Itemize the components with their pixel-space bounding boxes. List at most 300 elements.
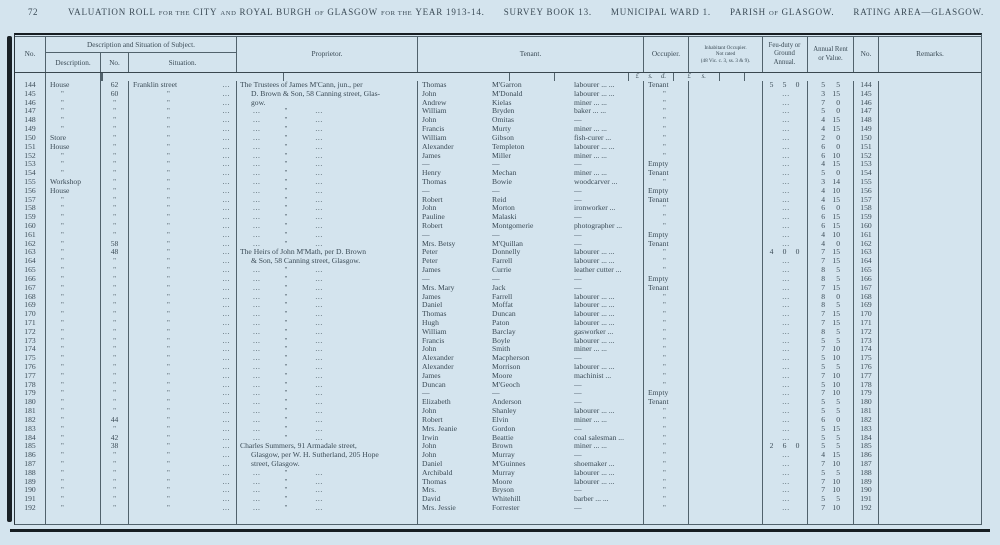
cell-occupier (644, 478, 689, 487)
tenant-occupation: labourer ... ... (574, 318, 615, 327)
cell-proprietor: ... " ... (237, 222, 418, 231)
ditto-mark: " (284, 274, 288, 283)
tenant-occupation: — (574, 504, 582, 512)
cell-occupier: Tenant (644, 398, 689, 407)
tenant-first-name: Peter (422, 257, 438, 266)
col-header-occupier: Occupier. (644, 37, 689, 72)
table-row (15, 293, 981, 302)
cell-tenant (418, 213, 644, 222)
cell-street-no (101, 504, 129, 513)
cell-inhabitant-occupier (689, 478, 763, 487)
cell-description (46, 310, 101, 319)
unit-cell (720, 73, 745, 81)
cell-proprietor: Charles Summers, 91 Armadale street, (237, 442, 418, 451)
cell-feu-duty: ... (763, 381, 808, 390)
cell-occupier (644, 345, 689, 354)
ditto-mark: " (284, 407, 288, 416)
cell-entry-no-2: 147 (854, 107, 879, 116)
cell-annual-rent (808, 152, 854, 161)
cell-street-no (101, 178, 129, 187)
table-row (15, 178, 981, 187)
cell-situation: " ... (129, 372, 237, 381)
cell-proprietor: ... " ... (237, 407, 418, 416)
cell-inhabitant-occupier (689, 337, 763, 346)
rent-shillings: 10 (832, 459, 840, 468)
rent-shillings: 15 (832, 116, 840, 125)
ditto-mark: " (284, 133, 288, 142)
rent-shillings: 10 (832, 371, 840, 380)
cell-description (46, 425, 101, 434)
cell-description (46, 222, 101, 231)
ditto-mark: " (663, 327, 666, 336)
ditto-mark: " (61, 301, 64, 310)
cell-description (46, 389, 101, 398)
cell-annual-rent (808, 275, 854, 284)
rent-pounds: 5 (821, 169, 825, 178)
tenant-first-name: John (422, 116, 437, 125)
cell-street-no: 60 (101, 90, 129, 99)
ditto-mark: " (167, 257, 170, 266)
cell-occupier: Empty (644, 231, 689, 240)
cell-tenant (418, 434, 644, 443)
cell-proprietor: ... " ... (237, 310, 418, 319)
rent-pounds: 5 (821, 336, 825, 345)
cell-situation: " ... (129, 293, 237, 302)
cell-feu-duty: ... (763, 310, 808, 319)
cell-annual-rent (808, 196, 854, 205)
cell-inhabitant-occupier (689, 504, 763, 513)
tenant-surname: Brown (492, 442, 513, 451)
rent-pounds: 7 (821, 257, 825, 266)
rent-shillings: 5 (836, 468, 840, 477)
cell-occupier (644, 310, 689, 319)
ditto-mark: " (663, 354, 666, 363)
cell-remarks (879, 328, 981, 337)
rent-shillings: 0 (836, 239, 840, 248)
tenant-occupation: photographer ... (574, 222, 623, 230)
cell-inhabitant-occupier (689, 116, 763, 125)
cell-remarks (879, 266, 981, 275)
table-row (15, 469, 981, 478)
cell-entry-no: 149 (15, 125, 46, 134)
ditto-mark: " (663, 424, 666, 433)
cell-entry-no-2: 176 (854, 363, 879, 372)
cell-tenant (418, 178, 644, 187)
ditto-mark: " (61, 107, 64, 116)
ditto-mark: " (167, 495, 170, 504)
cell-proprietor: ... " ... (237, 319, 418, 328)
cell-annual-rent (808, 143, 854, 152)
ditto-mark: " (113, 504, 116, 512)
cell-description (46, 213, 101, 222)
tenant-surname: Bryson (492, 486, 514, 495)
cell-inhabitant-occupier (689, 169, 763, 178)
ditto-mark: " (61, 213, 64, 222)
cell-situation: " ... (129, 107, 237, 116)
cell-occupier (644, 99, 689, 108)
cell-proprietor: ... " ... (237, 469, 418, 478)
cell-street-no (101, 275, 129, 284)
cell-annual-rent (808, 337, 854, 346)
cell-tenant (418, 416, 644, 425)
cell-description (46, 257, 101, 266)
cell-entry-no-2: 161 (854, 231, 879, 240)
cell-inhabitant-occupier (689, 266, 763, 275)
ditto-mark: " (113, 468, 116, 477)
rent-shillings: 0 (836, 292, 840, 301)
cell-street-no (101, 99, 129, 108)
rent-shillings: 10 (832, 354, 840, 363)
table-row (15, 196, 981, 205)
ditto-mark: " (113, 398, 116, 407)
cell-annual-rent (808, 160, 854, 169)
ditto-mark: " (61, 160, 64, 169)
cell-feu-duty: ... (763, 240, 808, 249)
cell-situation: " ... (129, 345, 237, 354)
cell-occupier: Empty (644, 187, 689, 196)
rent-shillings: 5 (836, 274, 840, 283)
rent-pounds: 4 (821, 186, 825, 195)
ditto-mark: " (167, 415, 170, 424)
rent-shillings: 15 (832, 451, 840, 460)
rent-pounds: 7 (821, 318, 825, 327)
cell-proprietor: ... " ... (237, 486, 418, 495)
col-header-no-2: No. (854, 37, 879, 72)
cell-description: Workshop (46, 178, 101, 187)
ditto-mark: " (284, 222, 288, 230)
unit-cell (284, 73, 510, 81)
cell-description (46, 301, 101, 310)
cell-entry-no: 178 (15, 381, 46, 390)
cell-proprietor: ... " ... (237, 213, 418, 222)
cell-feu-duty: ... (763, 504, 808, 513)
cell-occupier (644, 469, 689, 478)
cell-entry-no: 155 (15, 178, 46, 187)
ditto-mark: " (61, 248, 64, 257)
tenant-first-name: — (422, 274, 430, 283)
cell-situation: " ... (129, 178, 237, 187)
cell-feu-duty: ... (763, 328, 808, 337)
cell-annual-rent (808, 240, 854, 249)
cell-entry-no: 171 (15, 319, 46, 328)
rent-shillings: 5 (836, 495, 840, 504)
cell-entry-no-2: 158 (854, 204, 879, 213)
cell-description: House (46, 143, 101, 152)
cell-street-no (101, 486, 129, 495)
cell-feu-duty: ... (763, 284, 808, 293)
table-row (15, 495, 981, 504)
rent-shillings: 15 (832, 318, 840, 327)
cell-street-no (101, 407, 129, 416)
cell-street-no (101, 160, 129, 169)
cell-entry-no-2: 184 (854, 434, 879, 443)
rent-pounds: 7 (821, 459, 825, 468)
tenant-occupation: miner ... ... (574, 169, 607, 178)
page-title: VALUATION ROLL FOR THE CITY AND ROYAL BURGH OF GLASGOW FOR THE YEAR 1913-14. (68, 7, 485, 17)
ditto-mark: " (167, 468, 170, 477)
cell-situation: " ... (129, 248, 237, 257)
cell-entry-no-2: 145 (854, 90, 879, 99)
cell-description (46, 240, 101, 249)
cell-remarks (879, 196, 981, 205)
cell-remarks (879, 301, 981, 310)
cell-feu-duty: ... (763, 116, 808, 125)
cell-entry-no: 182 (15, 416, 46, 425)
cell-proprietor: ... " ... (237, 425, 418, 434)
ditto-mark: " (284, 230, 288, 239)
tenant-surname: Bryden (492, 107, 515, 116)
ditto-mark: " (167, 274, 170, 283)
cell-entry-no: 190 (15, 486, 46, 495)
cell-annual-rent (808, 284, 854, 293)
tenant-first-name: Alexander (422, 142, 454, 151)
cell-occupier (644, 425, 689, 434)
cell-tenant (418, 398, 644, 407)
table-row (15, 504, 981, 513)
col-group-description-situation (46, 37, 237, 72)
feu-units: £ s. d. (629, 73, 674, 81)
cell-inhabitant-occupier (689, 187, 763, 196)
col-header-inhabitant-occupier: Inhabitant Occupier. Not rated (48 Vic. c. 3, ss. 3 & 9). (689, 37, 763, 72)
table-header-row (15, 36, 981, 73)
cell-annual-rent (808, 389, 854, 398)
cell-street-no (101, 257, 129, 266)
cell-proprietor: ... " ... (237, 478, 418, 487)
tenant-first-name: John (422, 345, 437, 354)
tenant-occupation: miner ... ... (574, 98, 607, 107)
cell-street-no (101, 125, 129, 134)
cell-feu-duty: ... (763, 266, 808, 275)
ditto-mark: " (284, 116, 288, 125)
cell-annual-rent (808, 363, 854, 372)
table-row (15, 240, 981, 249)
cell-tenant (418, 134, 644, 143)
cell-description (46, 107, 101, 116)
rent-shillings: 5 (836, 81, 840, 89)
cell-inhabitant-occupier (689, 204, 763, 213)
table-row (15, 81, 981, 90)
ditto-mark: " (663, 107, 666, 116)
cell-tenant (418, 293, 644, 302)
cell-description (46, 495, 101, 504)
tenant-first-name: Elizabeth (422, 398, 451, 407)
cell-entry-no-2: 169 (854, 301, 879, 310)
tenant-surname: — (492, 160, 500, 169)
ditto-mark: " (61, 424, 64, 433)
tenant-first-name: Robert (422, 222, 443, 230)
tenant-surname: Morton (492, 204, 515, 213)
tenant-surname: Omitas (492, 116, 514, 125)
ditto-mark: " (167, 486, 170, 495)
cell-feu-duty: ... (763, 398, 808, 407)
cell-tenant (418, 81, 644, 90)
cell-tenant (418, 354, 644, 363)
cell-annual-rent (808, 381, 854, 390)
table-row (15, 354, 981, 363)
tenant-first-name: Irwin (422, 433, 439, 442)
cell-tenant (418, 116, 644, 125)
ditto-mark: " (284, 354, 288, 363)
tenant-first-name: Archibald (422, 468, 453, 477)
cell-feu-duty: 4 0 0 (763, 248, 808, 257)
cell-annual-rent (808, 354, 854, 363)
ditto-mark: " (61, 451, 64, 460)
cell-situation: " ... (129, 116, 237, 125)
cell-street-no (101, 381, 129, 390)
cell-entry-no-2: 163 (854, 248, 879, 257)
ditto-mark: " (167, 310, 170, 319)
cell-tenant (418, 425, 644, 434)
table-row (15, 99, 981, 108)
tenant-occupation: — (574, 354, 582, 363)
cell-street-no (101, 204, 129, 213)
rent-shillings: 15 (832, 222, 840, 230)
tenant-occupation: fish-curer ... (574, 133, 612, 142)
cell-situation: " ... (129, 284, 237, 293)
rent-units: £ s. (674, 73, 720, 81)
tenant-surname: — (492, 274, 500, 283)
ditto-mark: " (113, 459, 116, 468)
cell-entry-no: 162 (15, 240, 46, 249)
rent-shillings: 14 (832, 177, 840, 186)
ditto-mark: " (284, 504, 288, 512)
cell-entry-no: 181 (15, 407, 46, 416)
cell-inhabitant-occupier (689, 425, 763, 434)
cell-occupier (644, 416, 689, 425)
valuation-roll-table (14, 33, 982, 525)
cell-description (46, 363, 101, 372)
ditto-mark: " (167, 477, 170, 486)
ditto-mark: " (663, 407, 666, 416)
cell-inhabitant-occupier (689, 213, 763, 222)
rent-pounds: 7 (821, 504, 825, 512)
ditto-mark: " (61, 495, 64, 504)
cell-situation: " ... (129, 354, 237, 363)
ditto-mark: " (167, 407, 170, 416)
tenant-occupation: labourer ... ... (574, 89, 615, 98)
cell-feu-duty: ... (763, 169, 808, 178)
tenant-occupation: — (574, 380, 582, 389)
tenant-surname: Murray (492, 468, 515, 477)
cell-remarks (879, 116, 981, 125)
cell-description (46, 99, 101, 108)
ditto-mark: " (284, 424, 288, 433)
tenant-occupation: labourer ... ... (574, 142, 615, 151)
cell-situation: " ... (129, 451, 237, 460)
cell-street-no (101, 460, 129, 469)
tenant-occupation: — (574, 186, 582, 195)
ditto-mark: " (663, 125, 666, 134)
cell-inhabitant-occupier (689, 442, 763, 451)
cell-feu-duty: ... (763, 134, 808, 143)
cell-entry-no: 186 (15, 451, 46, 460)
cell-tenant (418, 222, 644, 231)
rent-shillings: 15 (832, 248, 840, 257)
ditto-mark: " (663, 486, 666, 495)
cell-tenant (418, 442, 644, 451)
tenant-first-name: Robert (422, 195, 443, 204)
ditto-mark: " (284, 213, 288, 222)
cell-entry-no: 160 (15, 222, 46, 231)
ditto-mark: " (663, 204, 666, 213)
cell-entry-no-2: 175 (854, 354, 879, 363)
rent-pounds: 8 (821, 292, 825, 301)
ditto-mark: " (61, 116, 64, 125)
rent-pounds: 7 (821, 371, 825, 380)
cell-proprietor: ... " ... (237, 169, 418, 178)
tenant-occupation: barber ... ... (574, 495, 609, 504)
table-row (15, 257, 981, 266)
cell-description (46, 204, 101, 213)
rent-pounds: 4 (821, 239, 825, 248)
cell-annual-rent (808, 178, 854, 187)
cell-remarks (879, 90, 981, 99)
ditto-mark: " (113, 354, 116, 363)
tenant-surname: Shanley (492, 407, 517, 416)
tenant-first-name: William (422, 133, 447, 142)
cell-inhabitant-occupier (689, 134, 763, 143)
cell-proprietor: ... " ... (237, 284, 418, 293)
tenant-surname: Moore (492, 371, 513, 380)
ditto-mark: " (61, 151, 64, 160)
tenant-surname: — (492, 389, 500, 398)
col-header-annual-rent: Annual Rent or Value. (808, 37, 854, 72)
rent-shillings: 0 (836, 98, 840, 107)
cell-feu-duty: ... (763, 460, 808, 469)
cell-occupier (644, 248, 689, 257)
cell-occupier (644, 116, 689, 125)
tenant-occupation: woodcarver ... (574, 177, 618, 186)
table-row (15, 248, 981, 257)
cell-inhabitant-occupier (689, 407, 763, 416)
cell-annual-rent (808, 301, 854, 310)
cell-street-no (101, 293, 129, 302)
ditto-mark: " (167, 230, 170, 239)
rent-shillings: 5 (836, 442, 840, 451)
cell-occupier: Tenant (644, 169, 689, 178)
cell-description (46, 160, 101, 169)
table-row (15, 451, 981, 460)
ditto-mark: " (113, 107, 116, 116)
cell-remarks (879, 134, 981, 143)
cell-description (46, 442, 101, 451)
cell-situation: " ... (129, 310, 237, 319)
cell-entry-no-2: 153 (854, 160, 879, 169)
rent-shillings: 5 (836, 301, 840, 310)
ditto-mark: " (167, 160, 170, 169)
ditto-mark: " (113, 98, 116, 107)
cell-street-no (101, 213, 129, 222)
cell-tenant (418, 257, 644, 266)
cell-remarks (879, 504, 981, 513)
ditto-mark: " (113, 266, 116, 275)
table-row (15, 231, 981, 240)
cell-proprietor: ... " ... (237, 231, 418, 240)
rent-shillings: 0 (836, 204, 840, 213)
table-row (15, 134, 981, 143)
cell-entry-no-2: 148 (854, 116, 879, 125)
ditto-mark: " (663, 98, 666, 107)
ditto-mark: " (663, 451, 666, 460)
tenant-first-name: Andrew (422, 98, 447, 107)
tenant-occupation: — (574, 230, 582, 239)
cell-remarks (879, 442, 981, 451)
cell-inhabitant-occupier (689, 196, 763, 205)
cell-proprietor: ... " ... (237, 204, 418, 213)
ditto-mark: " (284, 477, 288, 486)
cell-street-no (101, 310, 129, 319)
ditto-mark: " (61, 371, 64, 380)
